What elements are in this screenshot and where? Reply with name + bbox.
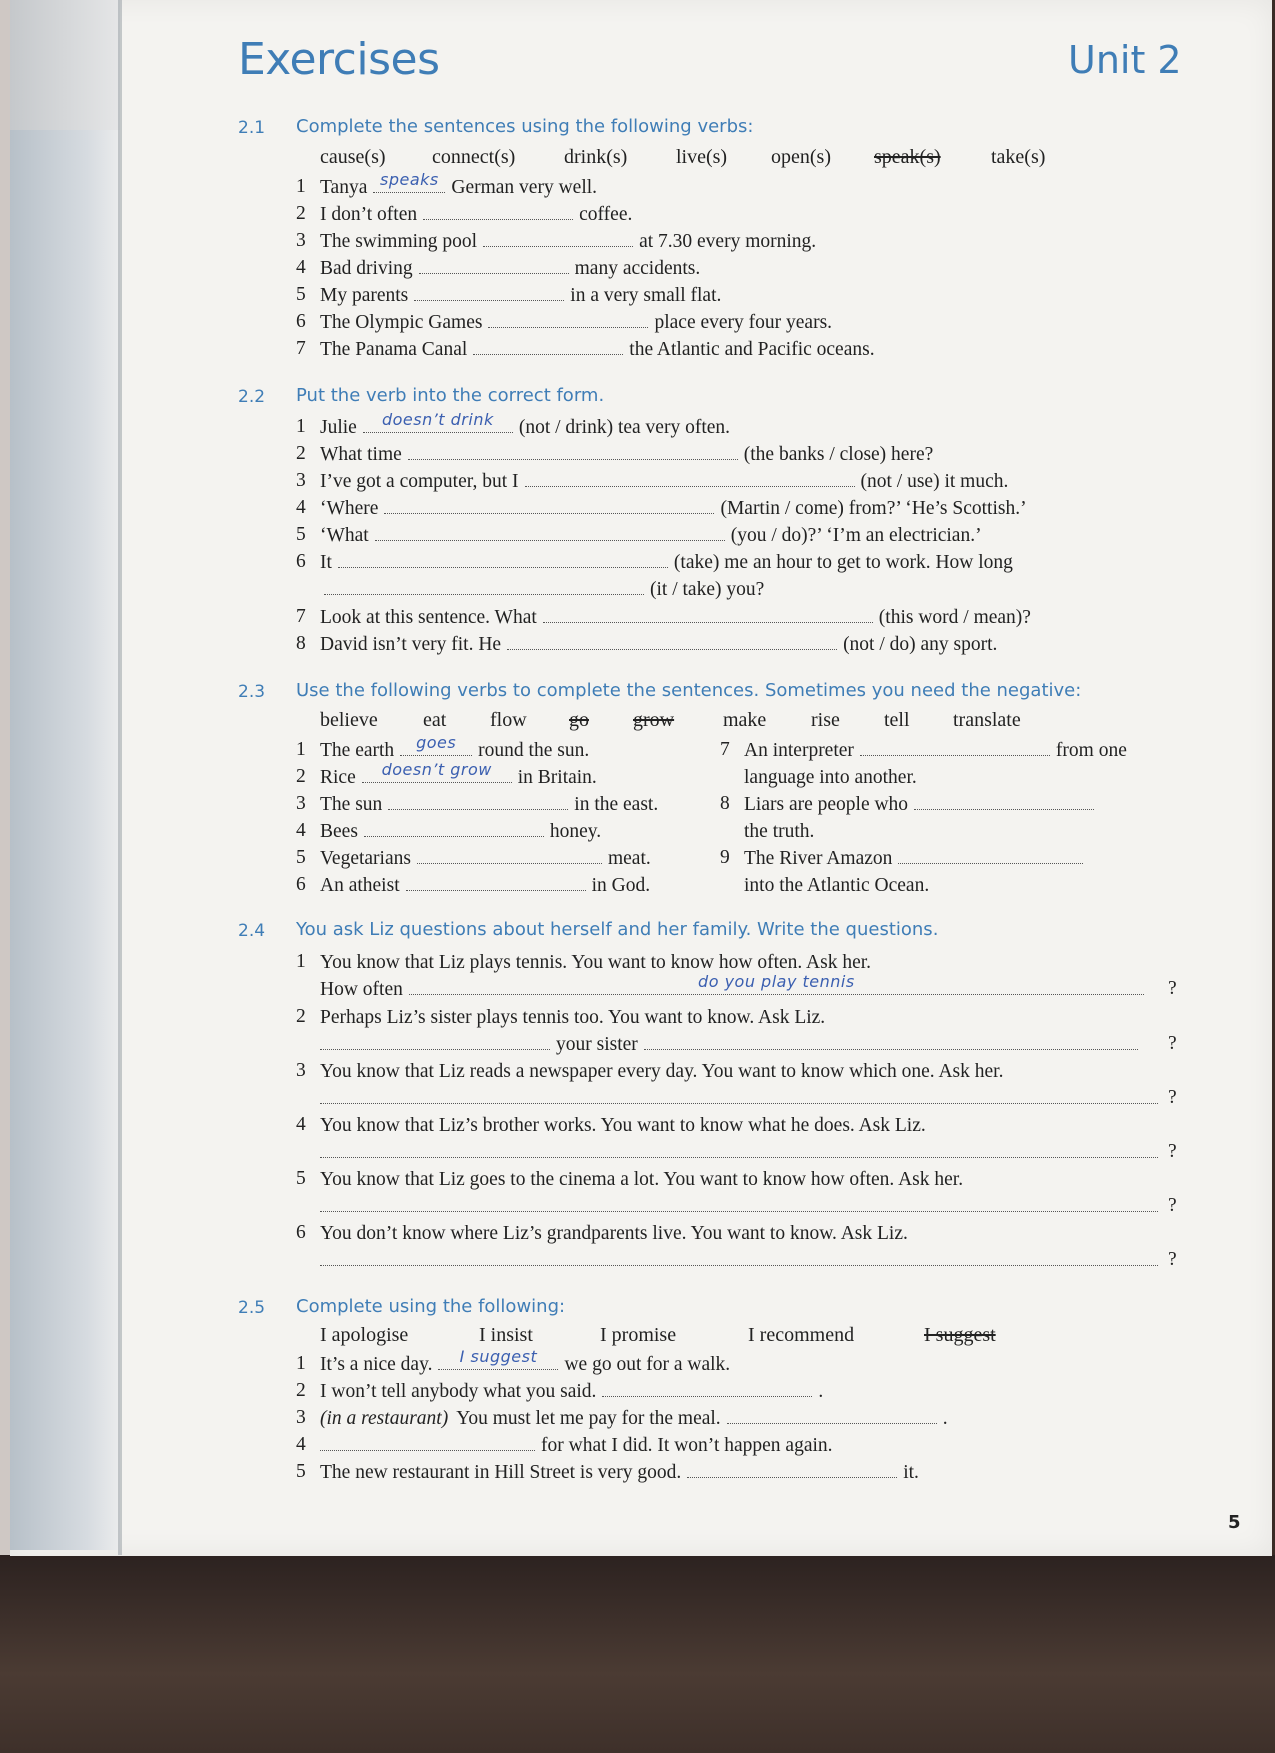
sentence-line — [320, 793, 658, 817]
question-prompt: You know that Liz’s brother works. You want to know what he does. Ask Liz. — [320, 1115, 926, 1136]
item-number: 1 — [296, 951, 306, 972]
answer-blank[interactable] — [914, 795, 1094, 810]
answer-blank[interactable] — [507, 635, 837, 650]
sentence-line — [320, 760, 597, 790]
sentence-start: Bad driving — [320, 258, 413, 279]
sentence-start: The earth — [320, 740, 395, 761]
section-instruction: Complete using the following: — [296, 1296, 566, 1317]
sentence-start-2: You must let me pay for the meal. — [456, 1408, 721, 1429]
item-number: 2 — [296, 1380, 306, 1401]
answer-blank[interactable] — [320, 1251, 1158, 1266]
sentence-line — [320, 633, 997, 657]
sentence-end: (the banks / close) here? — [743, 444, 934, 465]
sentence-start: (in a restaurant) — [320, 1408, 449, 1429]
sentence-end: we go out for a walk. — [564, 1354, 731, 1375]
answer-blank[interactable] — [324, 580, 644, 595]
answer-blank[interactable] — [375, 526, 725, 541]
verb-word: eat — [423, 709, 447, 731]
item-number: 5 — [296, 284, 306, 305]
verb-word-crossed: go — [569, 709, 589, 731]
sentence-line — [320, 170, 598, 200]
sentence-end: in a very small flat. — [570, 285, 722, 306]
sentence-start: Liars are people who — [744, 794, 909, 815]
answer-blank[interactable] — [419, 259, 569, 274]
answer-blank[interactable] — [727, 1409, 937, 1424]
verb-word: tell — [884, 709, 910, 731]
sentence-start: The Panama Canal — [320, 339, 468, 360]
sentence-line — [744, 793, 1100, 817]
sentence-line — [320, 1434, 833, 1458]
sentence-line — [320, 443, 933, 467]
item-number: 3 — [296, 1060, 306, 1081]
page-title: Exercises — [238, 34, 440, 85]
sentence-end: (not / use) it much. — [860, 471, 1009, 492]
sentence-line — [320, 311, 832, 335]
section-number: 2.2 — [238, 387, 266, 407]
item-number: 7 — [296, 606, 306, 627]
sentence-line — [320, 1380, 823, 1404]
question-mark: ? — [1168, 1249, 1177, 1270]
phrase-word: I apologise — [320, 1324, 409, 1346]
item-number: 2 — [296, 1006, 306, 1027]
sentence-start: Vegetarians — [320, 848, 411, 869]
section-instruction: Complete the sentences using the following verbs: — [296, 116, 754, 137]
question-mark: ? — [1168, 1195, 1177, 1216]
answer-blank[interactable] — [602, 1382, 812, 1397]
sentence-line — [320, 203, 632, 227]
sentence-end: (take) me an hour to get to work. How long — [673, 552, 1013, 573]
question-mark: ? — [1168, 978, 1177, 999]
verb-word-crossed: grow — [633, 709, 675, 731]
sentence-end: coffee. — [579, 204, 633, 225]
sentence-end: meat. — [607, 848, 651, 869]
answer-prefix: How often — [320, 979, 403, 1000]
answer-blank[interactable] — [898, 849, 1083, 864]
section-instruction: You ask Liz questions about herself and her family. Write the questions. — [296, 919, 939, 940]
sentence-start: David isn’t very fit. He — [320, 634, 502, 655]
handwritten-answer: doesn’t grow — [381, 760, 492, 779]
item-number: 3 — [296, 230, 306, 251]
sentence-start: My parents — [320, 285, 409, 306]
sentence-continuation: the truth. — [744, 821, 815, 842]
answer-blank[interactable] — [525, 472, 855, 487]
verb-word: translate — [953, 709, 1021, 731]
answer-blank[interactable] — [388, 795, 568, 810]
sentence-continuation: language into another. — [744, 767, 917, 788]
item-number: 4 — [296, 1114, 306, 1135]
answer-blank[interactable] — [409, 972, 1144, 995]
sentence-start: An interpreter — [744, 740, 854, 761]
sentence-end: the Atlantic and Pacific oceans. — [629, 339, 875, 360]
answer-line — [320, 1249, 1164, 1273]
sentence-line — [320, 1461, 919, 1485]
page-gutter-top — [10, 0, 120, 135]
section-instruction: Put the verb into the correct form. — [296, 385, 605, 406]
item-number: 6 — [296, 874, 306, 895]
handwritten-answer: speaks — [380, 170, 439, 189]
sentence-end: . — [818, 1381, 824, 1402]
answer-line — [320, 1195, 1164, 1219]
answer-blank[interactable] — [543, 608, 873, 623]
sentence-end: (not / do) any sport. — [843, 634, 998, 655]
answer-line — [320, 1033, 1144, 1057]
sentence-end: (you / do)?’ ‘I’m an electrician.’ — [730, 525, 982, 546]
answer-blank[interactable] — [417, 849, 602, 864]
answer-blank[interactable] — [384, 499, 714, 514]
sentence-end: (this word / mean)? — [878, 607, 1031, 628]
sentence-end: from one — [1055, 740, 1127, 761]
sentence-line — [320, 606, 1031, 630]
verb-word: make — [723, 709, 767, 731]
page-gutter — [10, 130, 120, 1550]
sentence-start: The new restaurant in Hill Street is very good. — [320, 1462, 682, 1483]
sentence-end: (it / take) you? — [650, 579, 765, 600]
item-number: 2 — [296, 766, 306, 787]
phrase-word-crossed: I suggest — [924, 1324, 996, 1346]
item-number: 7 — [296, 338, 306, 359]
section-number: 2.1 — [238, 118, 266, 138]
sentence-continuation: into the Atlantic Ocean. — [744, 875, 930, 896]
item-number: 3 — [296, 1407, 306, 1428]
item-number: 4 — [296, 497, 306, 518]
sentence-end: place every four years. — [654, 312, 833, 333]
sentence-end: in God. — [591, 875, 651, 896]
sentence-end: round the sun. — [478, 740, 590, 761]
sentence-start: ‘What — [320, 525, 369, 546]
section-number: 2.4 — [238, 921, 266, 941]
verb-word: drink(s) — [564, 146, 628, 168]
question-prompt: You don’t know where Liz’s grandparents live. You want to know. Ask Liz. — [320, 1223, 908, 1244]
sentence-end: at 7.30 every morning. — [639, 231, 817, 252]
item-number: 1 — [296, 739, 306, 760]
sentence-start: Tanya — [320, 177, 368, 198]
answer-blank[interactable] — [473, 340, 623, 355]
sentence-line — [320, 497, 1027, 521]
answer-blank[interactable] — [400, 733, 472, 756]
item-number: 6 — [296, 551, 306, 572]
item-number: 4 — [296, 820, 306, 841]
sentence-start: It — [320, 552, 332, 573]
question-prompt: You know that Liz reads a newspaper every day. You want to know which one. Ask her. — [320, 1061, 1004, 1082]
answer-line — [320, 972, 1150, 1002]
answer-blank[interactable] — [644, 1035, 1138, 1050]
verb-word: live(s) — [676, 146, 728, 168]
verb-word: open(s) — [771, 146, 831, 168]
sentence-end: it. — [903, 1462, 919, 1483]
item-number: 5 — [296, 524, 306, 545]
sentence-line — [320, 524, 982, 548]
item-number: 6 — [296, 1222, 306, 1243]
unit-title: Unit 2 — [1068, 38, 1182, 82]
item-number: 5 — [296, 1168, 306, 1189]
item-number: 4 — [296, 1434, 306, 1455]
sentence-line — [320, 847, 651, 871]
question-mark: ? — [1168, 1087, 1177, 1108]
question-mark: ? — [1168, 1033, 1177, 1054]
sentence-line — [318, 578, 764, 602]
verb-word: connect(s) — [432, 146, 516, 168]
item-number: 4 — [296, 257, 306, 278]
section-number: 2.3 — [238, 682, 266, 702]
item-number: 1 — [296, 1353, 306, 1374]
item-number: 8 — [296, 633, 306, 654]
answer-blank[interactable] — [414, 286, 564, 301]
item-number: 8 — [720, 793, 730, 814]
sentence-line — [744, 739, 1127, 763]
sentence-end: for what I did. It won’t happen again. — [541, 1435, 833, 1456]
answer-middle: your sister — [556, 1034, 638, 1055]
answer-blank[interactable] — [438, 1347, 558, 1370]
sentence-line — [320, 874, 650, 898]
handwritten-answer: do you play tennis — [698, 972, 855, 991]
answer-blank[interactable] — [408, 445, 738, 460]
sentence-start: Bees — [320, 821, 358, 842]
answer-blank[interactable] — [423, 205, 573, 220]
sentence-start: Look at this sentence. What — [320, 607, 537, 628]
sentence-end: in Britain. — [517, 767, 597, 788]
item-number: 5 — [296, 1461, 306, 1482]
sentence-line — [320, 1407, 948, 1431]
sentence-start: The sun — [320, 794, 383, 815]
answer-blank[interactable] — [860, 741, 1050, 756]
answer-blank[interactable] — [488, 313, 648, 328]
item-number: 2 — [296, 203, 306, 224]
sentence-end: honey. — [549, 821, 602, 842]
sentence-end: German very well. — [451, 177, 598, 198]
sentence-line — [744, 847, 1089, 871]
item-number: 1 — [296, 176, 306, 197]
sentence-line — [320, 1347, 731, 1377]
sentence-line — [320, 338, 875, 362]
sentence-end: (Martin / come) from?’ ‘He’s Scottish.’ — [720, 498, 1027, 519]
sentence-start: It’s a nice day. — [320, 1354, 433, 1375]
question-prompt: You know that Liz plays tennis. You want to know how often. Ask her. — [320, 952, 872, 973]
handwritten-answer: doesn’t drink — [381, 410, 494, 429]
handwritten-answer: I suggest — [459, 1347, 538, 1366]
answer-blank[interactable] — [320, 1197, 1158, 1212]
sentence-end: in the east. — [574, 794, 659, 815]
section-instruction: Use the following verbs to complete the sentences. Sometimes you need the negative: — [296, 680, 1082, 701]
verb-word: flow — [490, 709, 527, 731]
sentence-line — [320, 230, 816, 254]
handwritten-answer: goes — [416, 733, 457, 752]
sentence-start: Julie — [320, 417, 357, 438]
binding-edge — [0, 0, 10, 1555]
phrase-word: I recommend — [748, 1324, 855, 1346]
verb-word: believe — [320, 709, 378, 731]
sentence-end: many accidents. — [574, 258, 701, 279]
sentence-start: ‘Where — [320, 498, 379, 519]
sentence-line — [320, 284, 721, 308]
item-number: 5 — [296, 847, 306, 868]
question-mark: ? — [1168, 1141, 1177, 1162]
answer-blank[interactable] — [320, 1035, 550, 1050]
sentence-start: An atheist — [320, 875, 400, 896]
item-number: 3 — [296, 470, 306, 491]
answer-blank[interactable] — [406, 876, 586, 891]
sentence-start: I won’t tell anybody what you said. — [320, 1381, 597, 1402]
answer-blank[interactable] — [320, 1436, 535, 1451]
sentence-start: What time — [320, 444, 402, 465]
verb-word: take(s) — [991, 146, 1046, 168]
phrase-word: I promise — [600, 1324, 677, 1346]
answer-line — [320, 1141, 1164, 1165]
answer-blank[interactable] — [687, 1463, 897, 1478]
phrase-word: I insist — [479, 1324, 533, 1346]
sentence-line — [320, 551, 1013, 575]
sentence-line — [320, 410, 731, 440]
gutter-edge — [118, 0, 122, 1555]
sentence-start: I don’t often — [320, 204, 418, 225]
item-number: 2 — [296, 443, 306, 464]
item-number: 7 — [720, 739, 730, 760]
sentence-start: I’ve got a computer, but I — [320, 471, 519, 492]
answer-blank[interactable] — [320, 1089, 1158, 1104]
sentence-line — [320, 820, 601, 844]
answer-blank[interactable] — [363, 410, 513, 433]
item-number: 6 — [296, 311, 306, 332]
sentence-end: . — [942, 1408, 948, 1429]
sentence-start: The Olympic Games — [320, 312, 483, 333]
answer-blank[interactable] — [338, 553, 668, 568]
answer-blank[interactable] — [483, 232, 633, 247]
verb-word: rise — [811, 709, 840, 731]
sentence-start: Rice — [320, 767, 356, 788]
item-number: 3 — [296, 793, 306, 814]
sentence-start: The swimming pool — [320, 231, 478, 252]
background-table — [0, 1555, 1275, 1753]
sentence-end: (not / drink) tea very often. — [518, 417, 731, 438]
sentence-start: The River Amazon — [744, 848, 893, 869]
sentence-line — [320, 257, 700, 281]
verb-word-crossed: speak(s) — [874, 146, 941, 168]
page-number: 5 — [1228, 1512, 1241, 1533]
question-prompt: You know that Liz goes to the cinema a lot. You want to know how often. Ask her. — [320, 1169, 964, 1190]
answer-line — [320, 1087, 1164, 1111]
answer-blank[interactable] — [364, 822, 544, 837]
sentence-line — [320, 470, 1008, 494]
answer-blank[interactable] — [373, 170, 445, 193]
answer-blank[interactable] — [362, 760, 512, 783]
answer-blank[interactable] — [320, 1143, 1158, 1158]
section-number: 2.5 — [238, 1298, 266, 1318]
verb-word: cause(s) — [320, 146, 386, 168]
question-prompt: Perhaps Liz’s sister plays tennis too. You want to know. Ask Liz. — [320, 1007, 826, 1028]
item-number: 1 — [296, 416, 306, 437]
item-number: 9 — [720, 847, 730, 868]
